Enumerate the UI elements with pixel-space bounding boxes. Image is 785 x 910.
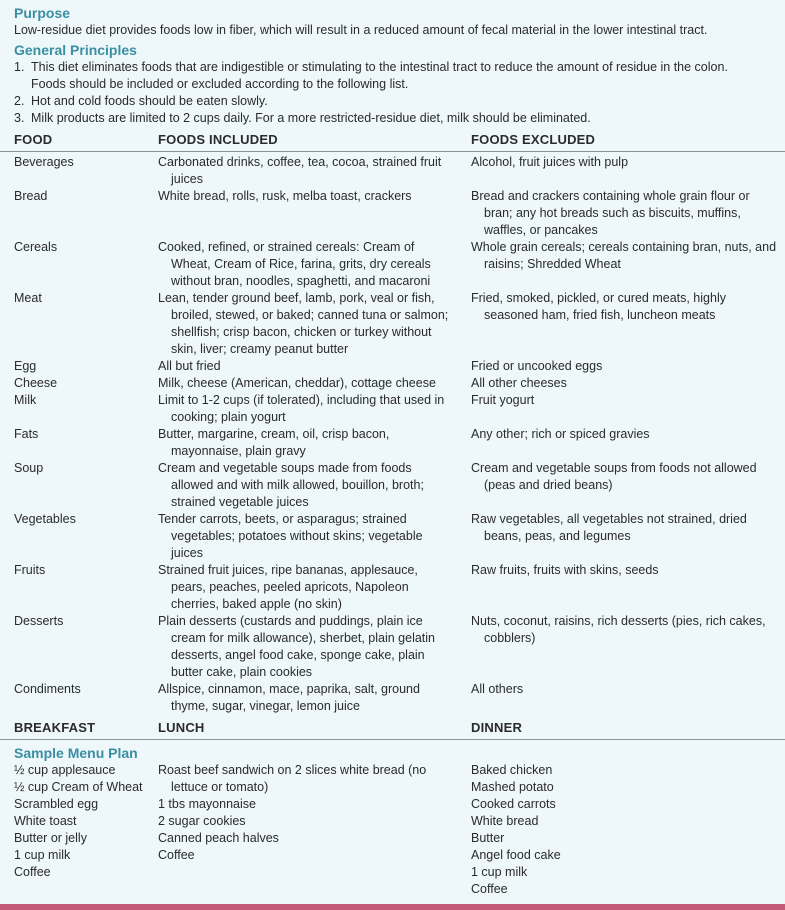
foods-included-cell-text: All but fried [158, 359, 221, 373]
foods-excluded-cell-text: Fried, smoked, pickled, or cured meats, highly seasoned ham, fried fish, luncheon meats [471, 291, 726, 322]
foods-included-cell-text: Carbonated drinks, coffee, tea, cocoa, strained fruit juices [158, 155, 442, 186]
principle-continuation: Foods should be included or excluded according to the following list. [31, 77, 409, 91]
food-table-body [0, 154, 785, 715]
food-name-text: Beverages [14, 155, 74, 169]
food-name [0, 562, 158, 613]
foods-excluded-cell-text: Any other; rich or spiced gravies [471, 427, 650, 441]
foods-included-cell-text: Milk, cheese (American, cheddar), cottage cheese [158, 376, 436, 390]
lunch-item: Coffee [158, 848, 195, 862]
foods-excluded-cell-text: Raw fruits, fruits with skins, seeds [471, 563, 659, 577]
header-food: FOOD [14, 132, 53, 147]
principle-item [14, 59, 779, 93]
foods-excluded-cell [471, 681, 785, 715]
food-name [0, 154, 158, 188]
foods-excluded-cell-text: Nuts, coconut, raisins, rich desserts (pies, rich cakes, cobblers) [471, 614, 766, 645]
foods-included-cell-text: White bread, rolls, rusk, melba toast, crackers [158, 189, 412, 203]
food-name-text: Meat [14, 291, 42, 305]
food-name-text: Milk [14, 393, 37, 407]
food-name [0, 511, 158, 562]
food-name-text: Fruits [14, 563, 46, 577]
header-rule [0, 151, 785, 152]
dinner-item: Baked chicken [471, 763, 553, 777]
foods-included-cell-text: Limit to 1-2 cups (if tolerated), including that used in cooking; plain yogurt [158, 393, 445, 424]
header-breakfast: BREAKFAST [14, 720, 96, 735]
header-dinner: DINNER [471, 720, 523, 735]
food-name-text: Soup [14, 461, 44, 475]
food-name [0, 681, 158, 715]
breakfast-item: Scrambled egg [14, 797, 99, 811]
purpose-title: Purpose [14, 5, 71, 21]
header-lunch: LUNCH [158, 720, 205, 735]
food-name [0, 188, 158, 239]
lunch-column [158, 762, 471, 898]
food-name-text: Egg [14, 359, 37, 373]
foods-included-cell [158, 460, 471, 511]
foods-excluded-cell-text: All other cheeses [471, 376, 567, 390]
food-name-text: Cereals [14, 240, 58, 254]
lunch-item: Canned peach halves [158, 831, 279, 845]
foods-excluded-cell [471, 239, 785, 290]
foods-excluded-cell-text: Cream and vegetable soups from foods not allowed (peas and dried beans) [471, 461, 757, 492]
foods-excluded-cell-text: All others [471, 682, 524, 696]
header-foods-excluded: FOODS EXCLUDED [471, 132, 596, 147]
breakfast-item: Butter or jelly [14, 831, 87, 845]
menu-header [0, 715, 785, 739]
principle-item [14, 110, 779, 127]
foods-included-cell [158, 681, 471, 715]
food-name-text: Fats [14, 427, 39, 441]
foods-excluded-cell [471, 375, 785, 392]
foods-included-cell [158, 188, 471, 239]
food-name-text: Cheese [14, 376, 58, 390]
principle-text: This diet eliminates foods that are indigestible or stimulating to the intestinal tract to reduce the amount of residue in the colon. [31, 60, 728, 74]
lunch-item: 2 sugar cookies [158, 814, 246, 828]
food-name [0, 358, 158, 375]
foods-included-cell-text: Lean, tender ground beef, lamb, pork, veal or fish, broiled, stewed, or baked; canned tuna or salmon; shellfish; crisp bacon, chicken or turkey without skin, liver; creamy peanut butter [158, 291, 449, 356]
foods-excluded-cell-text: Raw vegetables, all vegetables not strained, dried beans, peas, and legumes [471, 512, 747, 543]
principle-number: 1. [14, 60, 25, 74]
dinner-item: 1 cup milk [471, 865, 528, 879]
foods-excluded-cell-text: Bread and crackers containing whole grain flour or bran; any hot breads such as biscuits, muffins, waffles, or pancakes [471, 189, 750, 237]
food-name [0, 239, 158, 290]
breakfast-item: ½ cup Cream of Wheat [14, 780, 143, 794]
foods-included-cell-text: Cream and vegetable soups made from foods allowed and with milk allowed, bouillon, broth; strained vegetable juices [158, 461, 424, 509]
dinner-item: Coffee [471, 882, 508, 896]
foods-included-cell [158, 290, 471, 358]
dinner-item: Butter [471, 831, 505, 845]
breakfast-item: Coffee [14, 865, 51, 879]
breakfast-item: ½ cup applesauce [14, 763, 116, 777]
bottom-accent-bar [0, 904, 785, 910]
foods-included-cell [158, 358, 471, 375]
foods-included-cell [158, 511, 471, 562]
foods-excluded-cell-text: Whole grain cereals; cereals containing bran, nuts, and raisins; Shredded Wheat [471, 240, 777, 271]
foods-included-cell-text: Allspice, cinnamon, mace, paprika, salt, ground thyme, sugar, vinegar, lemon juice [158, 682, 420, 713]
food-name [0, 426, 158, 460]
foods-included-cell-text: Tender carrots, beets, or asparagus; strained vegetables; potatoes without skins; vegetable juices [158, 512, 423, 560]
foods-included-cell [158, 426, 471, 460]
foods-excluded-cell [471, 290, 785, 358]
foods-excluded-cell [471, 426, 785, 460]
foods-excluded-cell [471, 154, 785, 188]
food-name-text: Bread [14, 189, 48, 203]
menu-header-rule [0, 739, 785, 740]
foods-included-cell-text: Cooked, refined, or strained cereals: Cream of Wheat, Cream of Rice, farina, grits, dry cereals without bran, noodles, spaghetti, and macaroni [158, 240, 431, 288]
foods-included-cell [158, 375, 471, 392]
foods-included-cell [158, 154, 471, 188]
foods-included-cell [158, 392, 471, 426]
food-name [0, 460, 158, 511]
foods-excluded-cell [471, 562, 785, 613]
principle-text: Hot and cold foods should be eaten slowly. [31, 94, 268, 108]
lunch-item: Roast beef sandwich on 2 slices white bread (no lettuce or tomato) [158, 763, 427, 794]
foods-included-cell-text: Strained fruit juices, ripe bananas, applesauce, pears, peaches, peeled apricots, Napoleon cherries, baked apple (no skin) [158, 563, 418, 611]
lunch-item: 1 tbs mayonnaise [158, 797, 256, 811]
foods-excluded-cell [471, 613, 785, 681]
foods-excluded-cell-text: Fruit yogurt [471, 393, 535, 407]
sample-menu-title: Sample Menu Plan [14, 745, 138, 761]
principle-number: 3. [14, 111, 25, 125]
food-name-text: Desserts [14, 614, 64, 628]
food-name [0, 290, 158, 358]
foods-excluded-cell [471, 358, 785, 375]
food-name-text: Condiments [14, 682, 81, 696]
food-name [0, 375, 158, 392]
foods-included-cell [158, 562, 471, 613]
purpose-text: Low-residue diet provides foods low in fiber, which will result in a reduced amount of fecal material in the lower intestinal tract. [14, 23, 708, 37]
foods-included-cell [158, 239, 471, 290]
breakfast-item: White toast [14, 814, 77, 828]
dinner-item: Cooked carrots [471, 797, 556, 811]
food-name [0, 613, 158, 681]
foods-excluded-cell-text: Alcohol, fruit juices with pulp [471, 155, 629, 169]
food-table-header [0, 127, 785, 151]
breakfast-item: 1 cup milk [14, 848, 71, 862]
principle-number: 2. [14, 94, 25, 108]
foods-excluded-cell [471, 392, 785, 426]
foods-excluded-cell-text: Fried or uncooked eggs [471, 359, 603, 373]
foods-excluded-cell [471, 188, 785, 239]
foods-included-cell-text: Plain desserts (custards and puddings, plain ice cream for milk allowance), sherbet, plain gelatin desserts, angel food cake, sponge cake, plain butter cake, plain cookies [158, 614, 436, 679]
header-foods-included: FOODS INCLUDED [158, 132, 278, 147]
foods-excluded-cell [471, 460, 785, 511]
menu-body [0, 762, 785, 898]
principles-title: General Principles [14, 42, 137, 58]
foods-included-cell [158, 613, 471, 681]
breakfast-column [0, 762, 158, 898]
principle-item [14, 93, 779, 110]
dinner-item: Angel food cake [471, 848, 561, 862]
foods-included-cell-text: Butter, margarine, cream, oil, crisp bacon, mayonnaise, plain gravy [158, 427, 390, 458]
dinner-item: Mashed potato [471, 780, 554, 794]
dinner-column [471, 762, 785, 898]
principle-text: Milk products are limited to 2 cups daily. For a more restricted-residue diet, milk should be eliminated. [31, 111, 591, 125]
food-name-text: Vegetables [14, 512, 76, 526]
food-name [0, 392, 158, 426]
dinner-item: White bread [471, 814, 539, 828]
foods-excluded-cell [471, 511, 785, 562]
